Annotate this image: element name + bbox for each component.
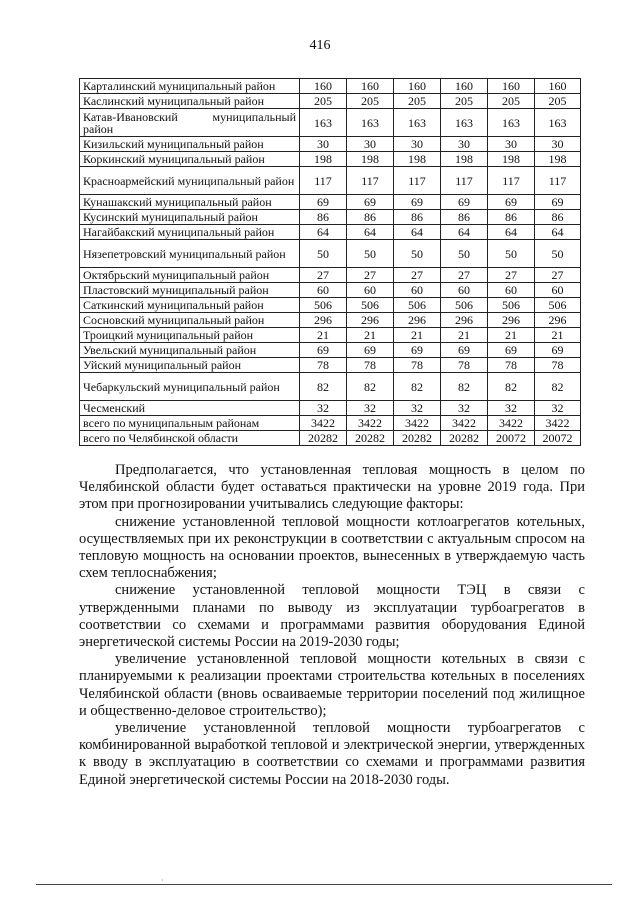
paragraph-factor-1: снижение установленной тепловой мощности котлоагрегатов котельных, осуществляемых при их реконструкции в соответствии с актуальным спросом на тепловую мощность на основании проектов, вынесенных в утверждаемую часть схем теплоснабжения;	[79, 513, 585, 582]
capacity-value-cell: 160	[488, 79, 535, 94]
paragraph-factor-4: увеличение установленной тепловой мощности турбоагрегатов с комбинированной выработкой тепловой и электрической энергии, утвержденных к вводу в эксплуатацию в соответствии со схемами и программами развития Единой энергетической системы России на 2018-2030 годы.	[79, 720, 585, 788]
table-row	[80, 225, 581, 240]
district-name-cell: Кусинский муниципальный район	[80, 210, 300, 225]
capacity-value-cell: 82	[488, 373, 535, 401]
capacity-value-cell: 86	[535, 210, 581, 225]
district-name-cell: Сосновский муниципальный район	[80, 313, 300, 328]
capacity-value-cell: 160	[535, 79, 581, 94]
district-name-cell: всего по Челябинской области	[80, 431, 300, 446]
body-text	[79, 462, 585, 789]
capacity-value-cell: 69	[441, 343, 488, 358]
capacity-value-cell: 21	[394, 328, 441, 343]
capacity-value-cell: 205	[535, 94, 581, 109]
paragraph-intro: Предполагается, что установленная тепловая мощность в целом по Челябинской области будет оставаться практически на уровне 2019 года. При этом при прогнозировании учитывались следующие факторы:	[79, 462, 585, 513]
capacity-value-cell: 78	[394, 358, 441, 373]
capacity-value-cell: 27	[441, 268, 488, 283]
capacity-value-cell: 30	[488, 137, 535, 152]
capacity-value-cell: 163	[535, 109, 581, 137]
table-row	[80, 152, 581, 167]
capacity-value-cell: 163	[441, 109, 488, 137]
district-name-cell: Чебаркульский муниципальный район	[80, 373, 300, 401]
capacity-value-cell: 69	[347, 343, 394, 358]
capacity-value-cell: 205	[300, 94, 347, 109]
capacity-value-cell: 27	[347, 268, 394, 283]
capacity-value-cell: 60	[300, 283, 347, 298]
district-name-cell: Увельский муниципальный район	[80, 343, 300, 358]
district-name-cell: Катав-Ивановский муниципальный район	[80, 109, 300, 137]
capacity-value-cell: 198	[347, 152, 394, 167]
table-row	[80, 358, 581, 373]
table-row	[80, 109, 581, 137]
capacity-value-cell: 78	[300, 358, 347, 373]
capacity-value-cell: 296	[488, 313, 535, 328]
capacity-value-cell: 50	[347, 240, 394, 268]
capacity-value-cell: 69	[535, 195, 581, 210]
capacity-value-cell: 78	[535, 358, 581, 373]
district-name-cell: Кизильский муниципальный район	[80, 137, 300, 152]
capacity-value-cell: 69	[488, 195, 535, 210]
capacity-value-cell: 198	[535, 152, 581, 167]
capacity-value-cell: 205	[347, 94, 394, 109]
capacity-value-cell: 30	[394, 137, 441, 152]
district-name-cell: Саткинский муниципальный район	[80, 298, 300, 313]
capacity-value-cell: 30	[347, 137, 394, 152]
capacity-value-cell: 117	[535, 167, 581, 195]
capacity-value-cell: 27	[300, 268, 347, 283]
capacity-value-cell: 205	[394, 94, 441, 109]
district-name-cell: Чесменский	[80, 401, 300, 416]
capacity-value-cell: 163	[488, 109, 535, 137]
capacity-value-cell: 27	[488, 268, 535, 283]
capacity-value-cell: 160	[300, 79, 347, 94]
district-name-cell: Каслинский муниципальный район	[80, 94, 300, 109]
district-name-cell: Карталинский муниципальный район	[80, 79, 300, 94]
capacity-value-cell: 21	[441, 328, 488, 343]
capacity-value-cell: 117	[488, 167, 535, 195]
capacity-value-cell: 32	[488, 401, 535, 416]
capacity-value-cell: 78	[441, 358, 488, 373]
capacity-value-cell: 69	[488, 343, 535, 358]
capacity-value-cell: 21	[535, 328, 581, 343]
capacity-value-cell: 82	[347, 373, 394, 401]
table-row	[80, 298, 581, 313]
table-row	[80, 373, 581, 401]
capacity-value-cell: 198	[441, 152, 488, 167]
capacity-value-cell: 296	[394, 313, 441, 328]
capacity-value-cell: 50	[300, 240, 347, 268]
capacity-value-cell: 3422	[347, 416, 394, 431]
capacity-value-cell: 69	[535, 343, 581, 358]
table-row	[80, 195, 581, 210]
capacity-value-cell: 296	[535, 313, 581, 328]
capacity-value-cell: 198	[394, 152, 441, 167]
capacity-value-cell: 64	[441, 225, 488, 240]
capacity-value-cell: 64	[300, 225, 347, 240]
table-row	[80, 401, 581, 416]
capacity-value-cell: 82	[535, 373, 581, 401]
capacity-value-cell: 64	[535, 225, 581, 240]
capacity-value-cell: 69	[394, 343, 441, 358]
capacity-value-cell: 86	[488, 210, 535, 225]
capacity-value-cell: 163	[347, 109, 394, 137]
capacity-value-cell: 32	[535, 401, 581, 416]
capacity-value-cell: 69	[394, 195, 441, 210]
capacity-value-cell: 3422	[488, 416, 535, 431]
table-row	[80, 343, 581, 358]
capacity-value-cell: 82	[300, 373, 347, 401]
capacity-value-cell: 506	[300, 298, 347, 313]
capacity-value-cell: 160	[394, 79, 441, 94]
capacity-value-cell: 60	[535, 283, 581, 298]
capacity-value-cell: 86	[347, 210, 394, 225]
capacity-value-cell: 86	[300, 210, 347, 225]
footer-rule	[36, 884, 612, 885]
capacity-value-cell: 30	[300, 137, 347, 152]
capacity-value-cell: 78	[488, 358, 535, 373]
capacity-value-cell: 117	[394, 167, 441, 195]
capacity-value-cell: 30	[535, 137, 581, 152]
district-name-cell: всего по муниципальным районам	[80, 416, 300, 431]
capacity-value-cell: 60	[394, 283, 441, 298]
capacity-value-cell: 86	[441, 210, 488, 225]
table-row	[80, 240, 581, 268]
district-name-cell: Кунашакский муниципальный район	[80, 195, 300, 210]
capacity-value-cell: 60	[441, 283, 488, 298]
table-row	[80, 79, 581, 94]
table-body	[80, 79, 581, 446]
capacity-value-cell: 86	[394, 210, 441, 225]
capacity-value-cell: 198	[300, 152, 347, 167]
table-row	[80, 268, 581, 283]
capacity-value-cell: 64	[488, 225, 535, 240]
capacity-value-cell: 82	[394, 373, 441, 401]
district-name-cell: Нязепетровский муниципальный район	[80, 240, 300, 268]
capacity-value-cell: 50	[441, 240, 488, 268]
capacity-value-cell: 21	[488, 328, 535, 343]
capacity-value-cell: 60	[488, 283, 535, 298]
capacity-value-cell: 20282	[441, 431, 488, 446]
capacity-value-cell: 30	[441, 137, 488, 152]
scan-mark: ·	[161, 876, 164, 885]
capacity-value-cell: 20282	[300, 431, 347, 446]
capacity-value-cell: 3422	[441, 416, 488, 431]
district-name-cell: Коркинский муниципальный район	[80, 152, 300, 167]
capacity-value-cell: 32	[394, 401, 441, 416]
table-row	[80, 283, 581, 298]
table-row	[80, 313, 581, 328]
capacity-value-cell: 160	[441, 79, 488, 94]
capacity-value-cell: 296	[300, 313, 347, 328]
capacity-value-cell: 64	[394, 225, 441, 240]
capacity-value-cell: 32	[300, 401, 347, 416]
capacity-value-cell: 69	[347, 195, 394, 210]
capacity-value-cell: 205	[488, 94, 535, 109]
district-name-cell: Красноармейский муниципальный район	[80, 167, 300, 195]
paragraph-factor-2: снижение установленной тепловой мощности ТЭЦ в связи с утвержденными планами по выводу из эксплуатации турбоагрегатов в соответствии со схемами и программами развития оборудования Единой энергетической системы России на 2019-2030 годы;	[79, 582, 585, 651]
district-name-cell: Пластовский муниципальный район	[80, 283, 300, 298]
capacity-value-cell: 198	[488, 152, 535, 167]
district-name-cell: Нагайбакский муниципальный район	[80, 225, 300, 240]
capacity-value-cell: 296	[441, 313, 488, 328]
capacity-value-cell: 82	[441, 373, 488, 401]
capacity-value-cell: 20282	[347, 431, 394, 446]
capacity-value-cell: 205	[441, 94, 488, 109]
capacity-value-cell: 506	[535, 298, 581, 313]
table-row	[80, 328, 581, 343]
district-name-cell: Уйский муниципальный район	[80, 358, 300, 373]
capacity-value-cell: 506	[488, 298, 535, 313]
capacity-value-cell: 27	[535, 268, 581, 283]
table-row	[80, 416, 581, 431]
capacity-value-cell: 296	[347, 313, 394, 328]
table-row	[80, 167, 581, 195]
table-row	[80, 137, 581, 152]
capacity-value-cell: 64	[347, 225, 394, 240]
capacity-value-cell: 60	[347, 283, 394, 298]
capacity-value-cell: 117	[347, 167, 394, 195]
capacity-value-cell: 27	[394, 268, 441, 283]
capacity-value-cell: 117	[441, 167, 488, 195]
capacity-value-cell: 50	[488, 240, 535, 268]
capacity-value-cell: 3422	[300, 416, 347, 431]
capacity-value-cell: 20072	[535, 431, 581, 446]
capacity-value-cell: 32	[441, 401, 488, 416]
capacity-value-cell: 69	[300, 343, 347, 358]
capacity-value-cell: 21	[300, 328, 347, 343]
capacity-value-cell: 506	[441, 298, 488, 313]
capacity-value-cell: 163	[300, 109, 347, 137]
capacity-value-cell: 3422	[394, 416, 441, 431]
table-row	[80, 431, 581, 446]
capacity-value-cell: 78	[347, 358, 394, 373]
district-name-cell: Троицкий муниципальный район	[80, 328, 300, 343]
district-name-cell: Октябрьский муниципальный район	[80, 268, 300, 283]
district-capacity-table	[79, 78, 581, 446]
table-row	[80, 94, 581, 109]
capacity-value-cell: 32	[347, 401, 394, 416]
capacity-value-cell: 21	[347, 328, 394, 343]
capacity-value-cell: 20282	[394, 431, 441, 446]
table-row	[80, 210, 581, 225]
capacity-value-cell: 506	[394, 298, 441, 313]
capacity-value-cell: 506	[347, 298, 394, 313]
capacity-value-cell: 160	[347, 79, 394, 94]
capacity-value-cell: 3422	[535, 416, 581, 431]
capacity-value-cell: 69	[441, 195, 488, 210]
capacity-value-cell: 50	[394, 240, 441, 268]
capacity-value-cell: 50	[535, 240, 581, 268]
page-number: 416	[309, 38, 331, 53]
capacity-value-cell: 69	[300, 195, 347, 210]
capacity-value-cell: 163	[394, 109, 441, 137]
capacity-value-cell: 20072	[488, 431, 535, 446]
capacity-value-cell: 117	[300, 167, 347, 195]
paragraph-factor-3: увеличение установленной тепловой мощности котельных в связи с планируемыми к реализации проектами строительства котельных в поселениях Челябинской области (вновь осваиваемые территории поселений под жилищное и общественно-деловое строительство);	[79, 651, 585, 719]
